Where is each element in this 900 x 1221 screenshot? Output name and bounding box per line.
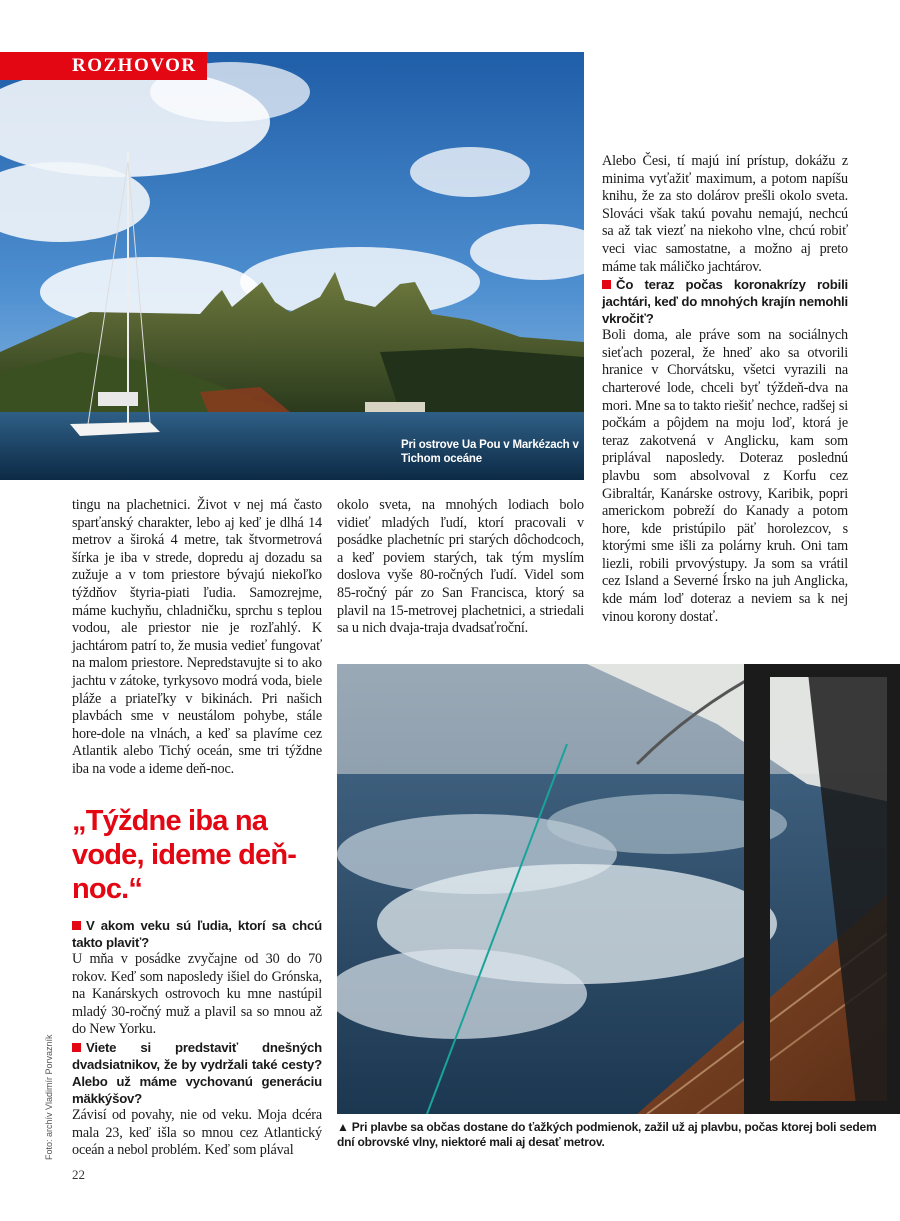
paragraph: okolo sveta, na mnohých lodiach bolo vidieť mladých ľudí, ktorí pracovali v posádke plachetníc pri starých dôchodcoch, a keď poviem starých, tak tým myslím doslova vyše 80-ročných ľudí. Videl som 85-ročný pár zo San Francisca, ktorý sa plavil na 15-metrovej plachetnici, a striedali sa u nich dvaja-traja dvadsaťroční. [337, 497, 584, 637]
column-2-text [337, 497, 584, 638]
answer: U mňa v posádke zvyčajne od 30 do 70 rokov. Keď som naposledy išiel do Grónska, na Kanárskych ostrovoch ku mne nastúpil mladý 30-ročný muž a plavil sa so mnou až do New Yorku. [72, 951, 322, 1038]
answer: Závisí od povahy, nie od veku. Moja dcéra mala 23, keď išla so mnou cez Atlantický oceán a nebol problém. Keď som plával [72, 1106, 322, 1159]
paragraph: Alebo Česi, tí majú iní prístup, dokážu z minima vyťažiť maximum, a potom napíšu knihu, že za sto dolárov prešli okolo sveta. Slováci však takú povahu nemajú, nechcú sa až tak viezť na niekoho vlne, chcú robiť veci viac samostatne, a možno aj preto máme tak máličko jachtárov. [602, 153, 848, 275]
photo-caption-top: Pri ostrove Ua Pou v Markézach v Tichom oceáne [401, 439, 579, 465]
question-text: Čo teraz počas koronakrízy robili jachtári, keď do mnohých krajín nemohli vkročiť? [602, 277, 848, 327]
stormy-sea-deck-photo [337, 664, 900, 1114]
column-1-interview [72, 917, 322, 1160]
red-square-icon [72, 921, 81, 930]
photo-caption-bottom: ▲ Pri plavbe sa občas dostane do ťažkých podmienok, zažil už aj plavbu, počas ktorej boli sedem dní obrovské vlny, niektoré mali aj desať metrov. [337, 1120, 877, 1149]
sailboat-island-photo [0, 52, 584, 480]
section-rubric: ROZHOVOR [0, 52, 207, 80]
question-text: Viete si predstaviť dnešných dvadsiatnikov, že by vydržali také cesty? Alebo už máme vychovanú generáciu mäkkýšov? [72, 1039, 322, 1106]
page-number: 22 [72, 1167, 85, 1182]
column-3-text [602, 153, 848, 626]
column-1-text [72, 497, 322, 779]
question [72, 1039, 322, 1107]
answer: Boli doma, ale práve som na sociálnych sieťach pozeral, že hneď ako sa otvorili hranice v Chorvátsku, všetci vyrazili na charterové lode, chceli byť týždeň-dva na mori. Mne sa to takto riešiť nechce, radšej si počkám a pôjdem na moju loď, ktorá je teraz zakotvená v Anglicku, kam som priplával naposledy. Doteraz poslednú plavbu som absolvoval z Korfu cez Gibraltár, Kanárske ostrovy, Karibik, popri americkom pobreží do Kanady a potom hore, kde pristúpilo päť horolezcov, s ktorými sme išli za polárny kruh. Oni tam liezli, robili prvovýstupy. Ja som sa vrátil cez Island a Severné Írsko na juh Anglicka, kde mám loď doteraz a neviem sa k nej vinou korony dostať. [602, 327, 848, 625]
pull-quote: „Týždne iba na vode, ideme deň-noc.“ [72, 805, 297, 905]
photo-credit: Foto: archív Vladimír Porvazník [44, 1034, 54, 1160]
question [72, 917, 322, 951]
red-square-icon [72, 1043, 81, 1052]
question [602, 276, 848, 327]
question-text: V akom veku sú ľudia, ktorí sa chcú takto plaviť? [72, 918, 322, 950]
paragraph: tingu na plachetnici. Život v nej má často sparťanský charakter, lebo aj keď je dlhá 14 metrov a široká 4 metre, tak štvormetrová šírka je iba v strede, dopredu aj dozadu sa zužuje a v tom priestore bývajú niekoľko týždňov štyria-piati ľudia. Samozrejme, máme kuchyňu, chladničku, sprchu s teplou vodou, ale priestor nie je rozľahlý. K jachtárom patrí to, že musia vedieť fungovať na malom priestore. Nepredstavujte si to ako jachtu v zátoke, tyrkysovo modrá voda, biele pláže a priateľky v bikinách. Pri našich plavbách sme v neustálom pohybe, stále hore-dole na vlnách, a keď sa plavíme cez Atlantik alebo Tichý oceán, sme tri týždne iba na vode a ideme deň-noc. [72, 497, 322, 777]
red-square-icon [602, 280, 611, 289]
